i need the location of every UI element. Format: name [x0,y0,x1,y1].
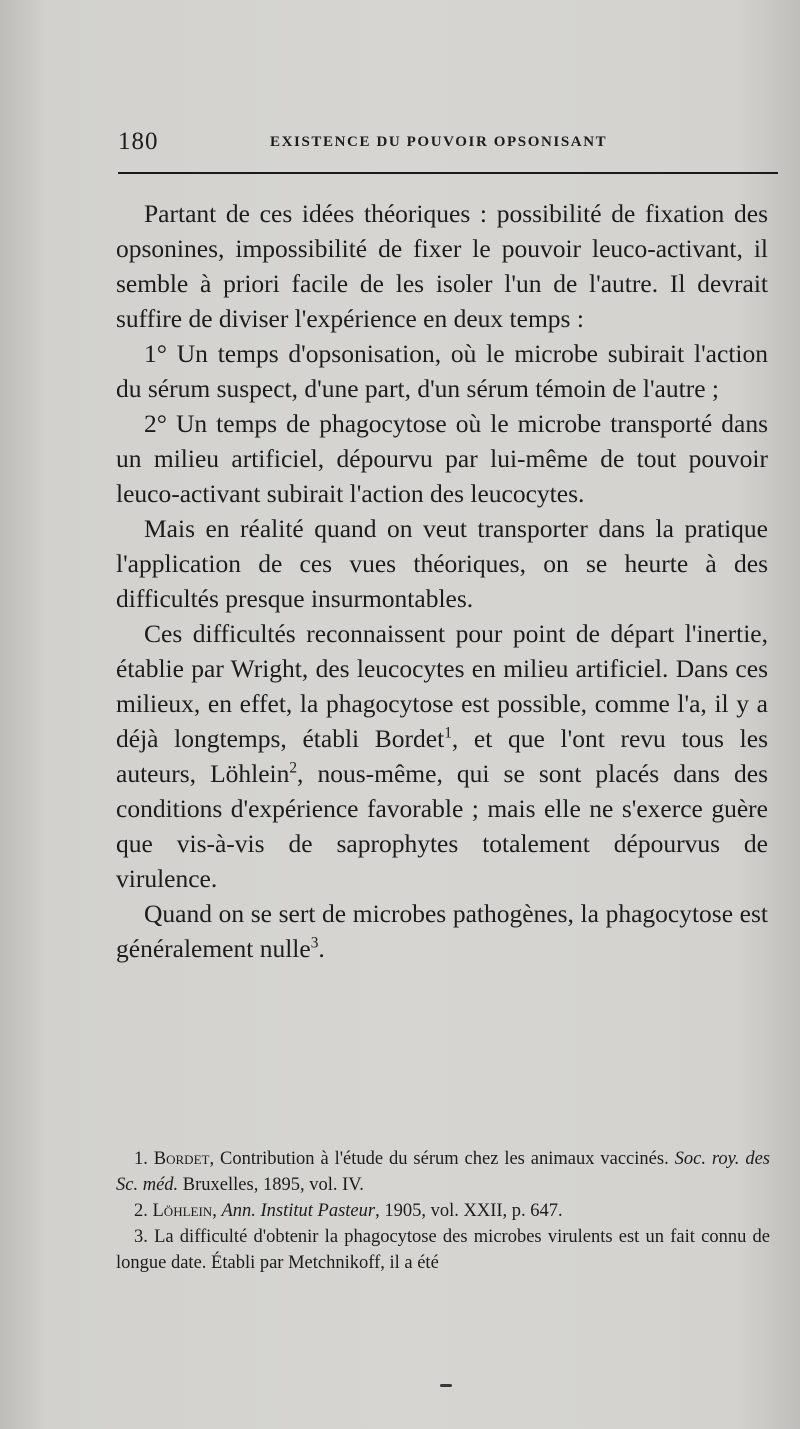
paragraph-2: 1° Un temps d'opsonisation, où le microbe subirait l'action du sérum suspect, d'une part, d'un sérum témoin de l'autre ; [116,339,768,403]
page-header [118,128,778,164]
running-title: EXISTENCE DU POUVOIR OPSONISANT [270,134,608,150]
footnote-2-journal: Ann. Institut Pasteur [221,1201,376,1221]
paragraph-1: Partant de ces idées théoriques : possibilité de fixation des opsonines, impossibilité de fixer le pouvoir leuco-activant, il semble à priori facile de les isoler l'un de l'autre. Il devrait suffire de diviser l'expérience en deux temps : [116,199,768,333]
footnote-1-tail: Bruxelles, 1895, vol. IV. [178,1175,364,1195]
paragraph-4: Mais en réalité quand on veut transporter dans la pratique l'application de ces vues théoriques, on se heurte à des difficultés presque insurmontables. [116,514,768,613]
footnote-2-author: Löhlein [152,1201,213,1221]
footnote-2-number: 2. [134,1201,153,1221]
header-rule [118,172,778,174]
footnote-ref-2: 2 [289,759,298,777]
paragraph-5-part-a: Ces difficultés reconnaissent pour point de départ l'inertie, établie par Wright, des leucocytes en milieu artificiel. Dans ces milieux, en effet, la phagocytose est possible, comme l'a, il y a déjà longtemps, établi Bordet [116,619,768,753]
paragraph-6-text: Quand on se sert de microbes pathogènes, la phagocytose est généralement nulle [116,899,768,963]
footnote-2-tail: , 1905, vol. XXII, p. 647. [375,1201,563,1221]
footnote-1-author: Bordet [153,1149,210,1169]
footnote-ref-1: 1 [444,724,452,742]
paragraph-5-part-b: , et que l'ont revu tous les auteurs, Löhlein [116,724,768,788]
body-text [116,196,768,966]
page-number: 180 [118,128,159,155]
paragraph-5-part-c: , nous-même, qui se sont placés dans des conditions d'expérience favorable ; mais elle ne s'exerce guère que vis-à-vis de saprophytes totalement dépourvus de virulence. [116,759,768,893]
paragraph-6-end: . [318,934,325,963]
footnotes [116,1146,770,1276]
footnote-3: 3. La difficulté d'obtenir la phagocytose des microbes virulents est un fait connu de longue date. Établi par Metchnikoff, il a été [116,1227,770,1273]
footnote-ref-3: 3 [310,934,319,952]
footnote-1-title: , Contribution à l'étude du sérum chez les animaux vaccinés. [209,1149,675,1169]
footnote-2-separator: , [212,1201,222,1221]
footnote-1-journal: Soc. roy. des Sc. méd. [116,1149,770,1195]
paragraph-5 [116,616,768,896]
paragraph-3: 2° Un temps de phagocytose où le microbe transporté dans un milieu artificiel, dépourvu par lui-même de tout pouvoir leuco-activant subirait l'action des leucocytes. [116,409,768,508]
paragraph-6 [116,896,768,966]
footnote-2 [116,1198,770,1224]
footnote-1 [116,1146,770,1198]
print-speck [440,1384,452,1387]
footnote-1-number: 1. [134,1149,154,1169]
